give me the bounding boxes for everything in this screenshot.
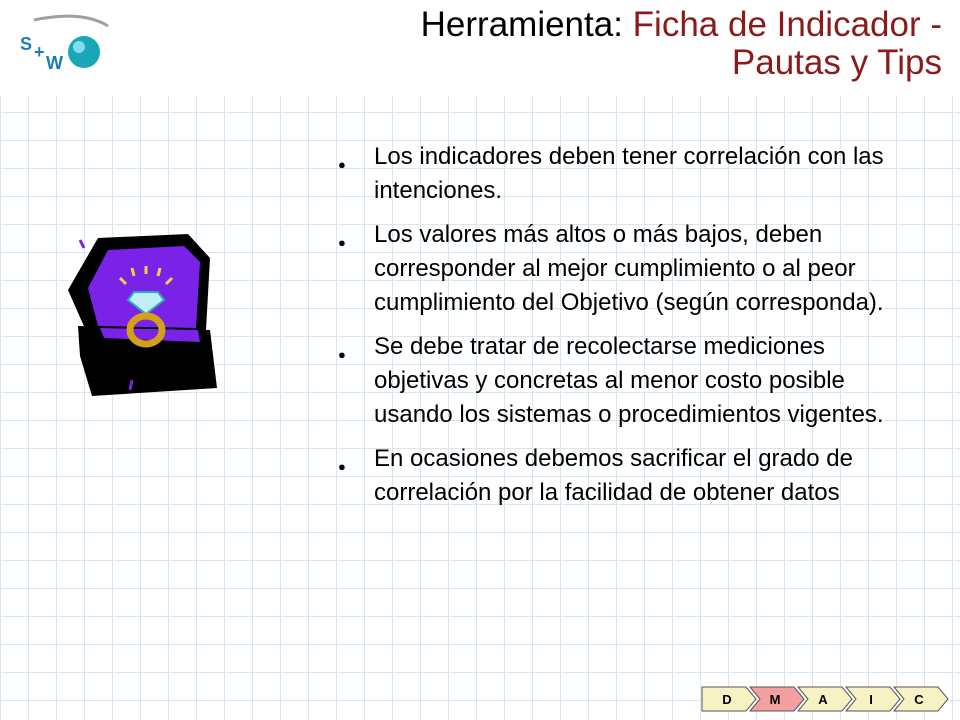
bullet-text: Los valores más altos o más bajos, deben corresponder al mejor cumplimiento o al peor cumplimiento del Objetivo (según corresponda).: [374, 221, 884, 316]
nav-step-c[interactable]: [894, 687, 948, 711]
bullet-text: Los indicadores deben tener correlación con las intenciones.: [374, 143, 884, 204]
logo-letter-plus: +: [34, 42, 45, 62]
bullet-dot-icon: ●: [338, 235, 346, 250]
nav-step-label: A: [818, 692, 828, 707]
bullet-text: Se debe tratar de recolectarse mediciones objetivas y concretas al menor costo posible usando los sistemas o procedimientos vigentes.: [374, 333, 884, 428]
title-accent-line2: Pautas y Tips: [731, 43, 942, 82]
logo-letter-w: W: [46, 53, 63, 73]
dmaic-nav: [700, 686, 950, 712]
bullet-list: [338, 140, 908, 520]
nav-step-label: D: [722, 692, 732, 707]
bullet-dot-icon: ●: [338, 459, 346, 474]
nav-step-label: M: [769, 692, 781, 707]
nav-step-label: I: [869, 692, 873, 707]
sw-logo: [12, 14, 122, 94]
bullet-dot-icon: ●: [338, 347, 346, 362]
bullet-item: [338, 330, 908, 432]
bullet-text: En ocasiones debemos sacrificar el grado de correlación por la facilidad de obtener datos: [374, 445, 853, 506]
logo-letter-s: S: [20, 34, 33, 54]
bullet-item: [338, 442, 908, 510]
bullet-dot-icon: ●: [338, 157, 346, 172]
page-title: [302, 6, 942, 82]
bullet-item: [338, 218, 908, 320]
title-accent-line1: Ficha de Indicador -: [632, 5, 942, 44]
title-prefix: Herramienta:: [420, 5, 623, 44]
nav-step-d[interactable]: [702, 687, 756, 711]
nav-step-a[interactable]: [798, 687, 852, 711]
bullet-item: [338, 140, 908, 208]
nav-step-label: C: [914, 692, 924, 707]
ring-box-icon: [60, 230, 225, 400]
nav-step-i[interactable]: [846, 687, 900, 711]
nav-step-m[interactable]: [750, 687, 804, 711]
